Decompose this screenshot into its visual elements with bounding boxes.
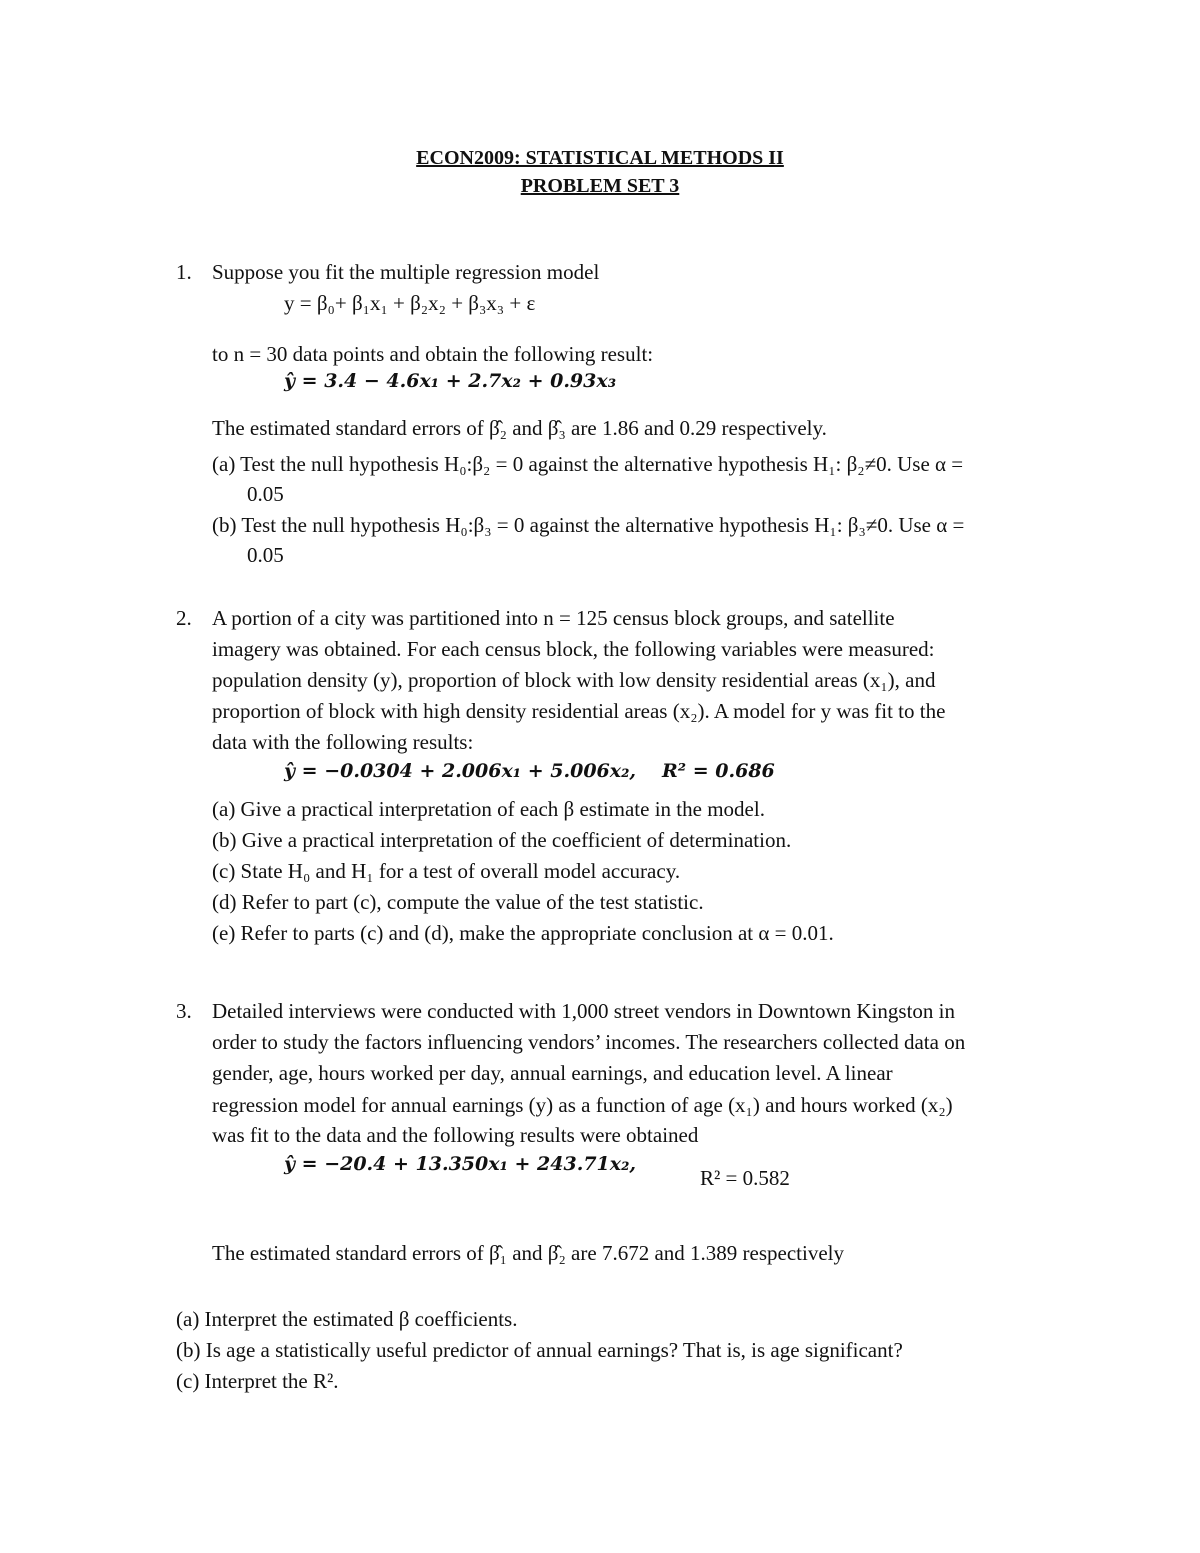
q3-part-c: (c) Interpret the R². [176, 1369, 339, 1393]
q2-part-c: (c) State H₀ and H₁ for a test of overall model accuracy. [212, 859, 681, 883]
q3-se-line: The estimated standard errors of β̂₁ and β̂₂ are 7.672 and 1.389 respectively [212, 1241, 844, 1265]
q3-part-b: (b) Is age a statistically useful predictor of annual earnings? That is, is age significant? [176, 1338, 903, 1362]
q3-line: Detailed interviews were conducted with 1,000 street vendors in Downtown Kingston in [212, 999, 956, 1023]
q2-line: A portion of a city was partitioned into n = 125 census block groups, and satellite [212, 606, 895, 630]
q2-part-a: (a) Give a practical interpretation of each β estimate in the model. [212, 797, 765, 821]
q2-r-squared: R² = 0.686 [662, 760, 775, 782]
q3-number: 3. [176, 999, 192, 1023]
course-title: ECON2009: STATISTICAL METHODS II [416, 147, 784, 169]
q3-r-squared: R² = 0.582 [700, 1166, 790, 1190]
q1-part-b-alpha: 0.05 [247, 543, 284, 567]
q2-line: proportion of block with high density residential areas (x₂). A model for y was fit to the [212, 699, 946, 723]
q2-fitted-equation: ŷ = −0.0304 + 2.006x₁ + 5.006x₂, [284, 760, 637, 782]
q3-line: regression model for annual earnings (y) as a function of age (x₁) and hours worked (x₂) [212, 1093, 953, 1117]
q3-line: order to study the factors influencing vendors’ incomes. The researchers collected data on [212, 1030, 966, 1054]
q1-part-b: (b) Test the null hypothesis H₀:β₃ = 0 against the alternative hypothesis H₁: β₃≠0. Use α = [212, 513, 965, 537]
q1-fitted-equation: ŷ = 3.4 − 4.6x₁ + 2.7x₂ + 0.93x₃ [284, 370, 617, 392]
q1-se-line: The estimated standard errors of β̂₂ and β̂₃ are 1.86 and 0.29 respectively. [212, 416, 827, 440]
q2-part-e: (e) Refer to parts (c) and (d), make the appropriate conclusion at α = 0.01. [212, 921, 834, 945]
q1-intro: Suppose you fit the multiple regression model [212, 260, 600, 284]
q3-line: gender, age, hours worked per day, annual earnings, and education level. A linear [212, 1061, 893, 1085]
q3-fitted-equation: ŷ = −20.4 + 13.350x₁ + 243.71x₂, [284, 1153, 637, 1175]
q1-model: y = β₀+ β₁x₁ + β₂x₂ + β₃x₃ + ε [284, 291, 536, 315]
q1-data-line: to n = 30 data points and obtain the following result: [212, 342, 654, 366]
q2-line: imagery was obtained. For each census block, the following variables were measured: [212, 637, 935, 661]
q2-line: population density (y), proportion of block with low density residential areas (x₁), and [212, 668, 936, 692]
q1-part-a: (a) Test the null hypothesis H₀:β₂ = 0 against the alternative hypothesis H₁: β₂≠0. Use α = [212, 452, 964, 476]
q2-line: data with the following results: [212, 730, 474, 754]
q1-part-a-alpha: 0.05 [247, 482, 284, 506]
q2-part-b: (b) Give a practical interpretation of the coefficient of determination. [212, 828, 792, 852]
problem-set-title: PROBLEM SET 3 [520, 175, 680, 197]
q1-number: 1. [176, 260, 192, 284]
q2-part-d: (d) Refer to part (c), compute the value of the test statistic. [212, 890, 704, 914]
q2-number: 2. [176, 606, 192, 630]
q3-part-a: (a) Interpret the estimated β coefficients. [176, 1307, 518, 1331]
q3-line: was fit to the data and the following results were obtained [212, 1123, 699, 1147]
